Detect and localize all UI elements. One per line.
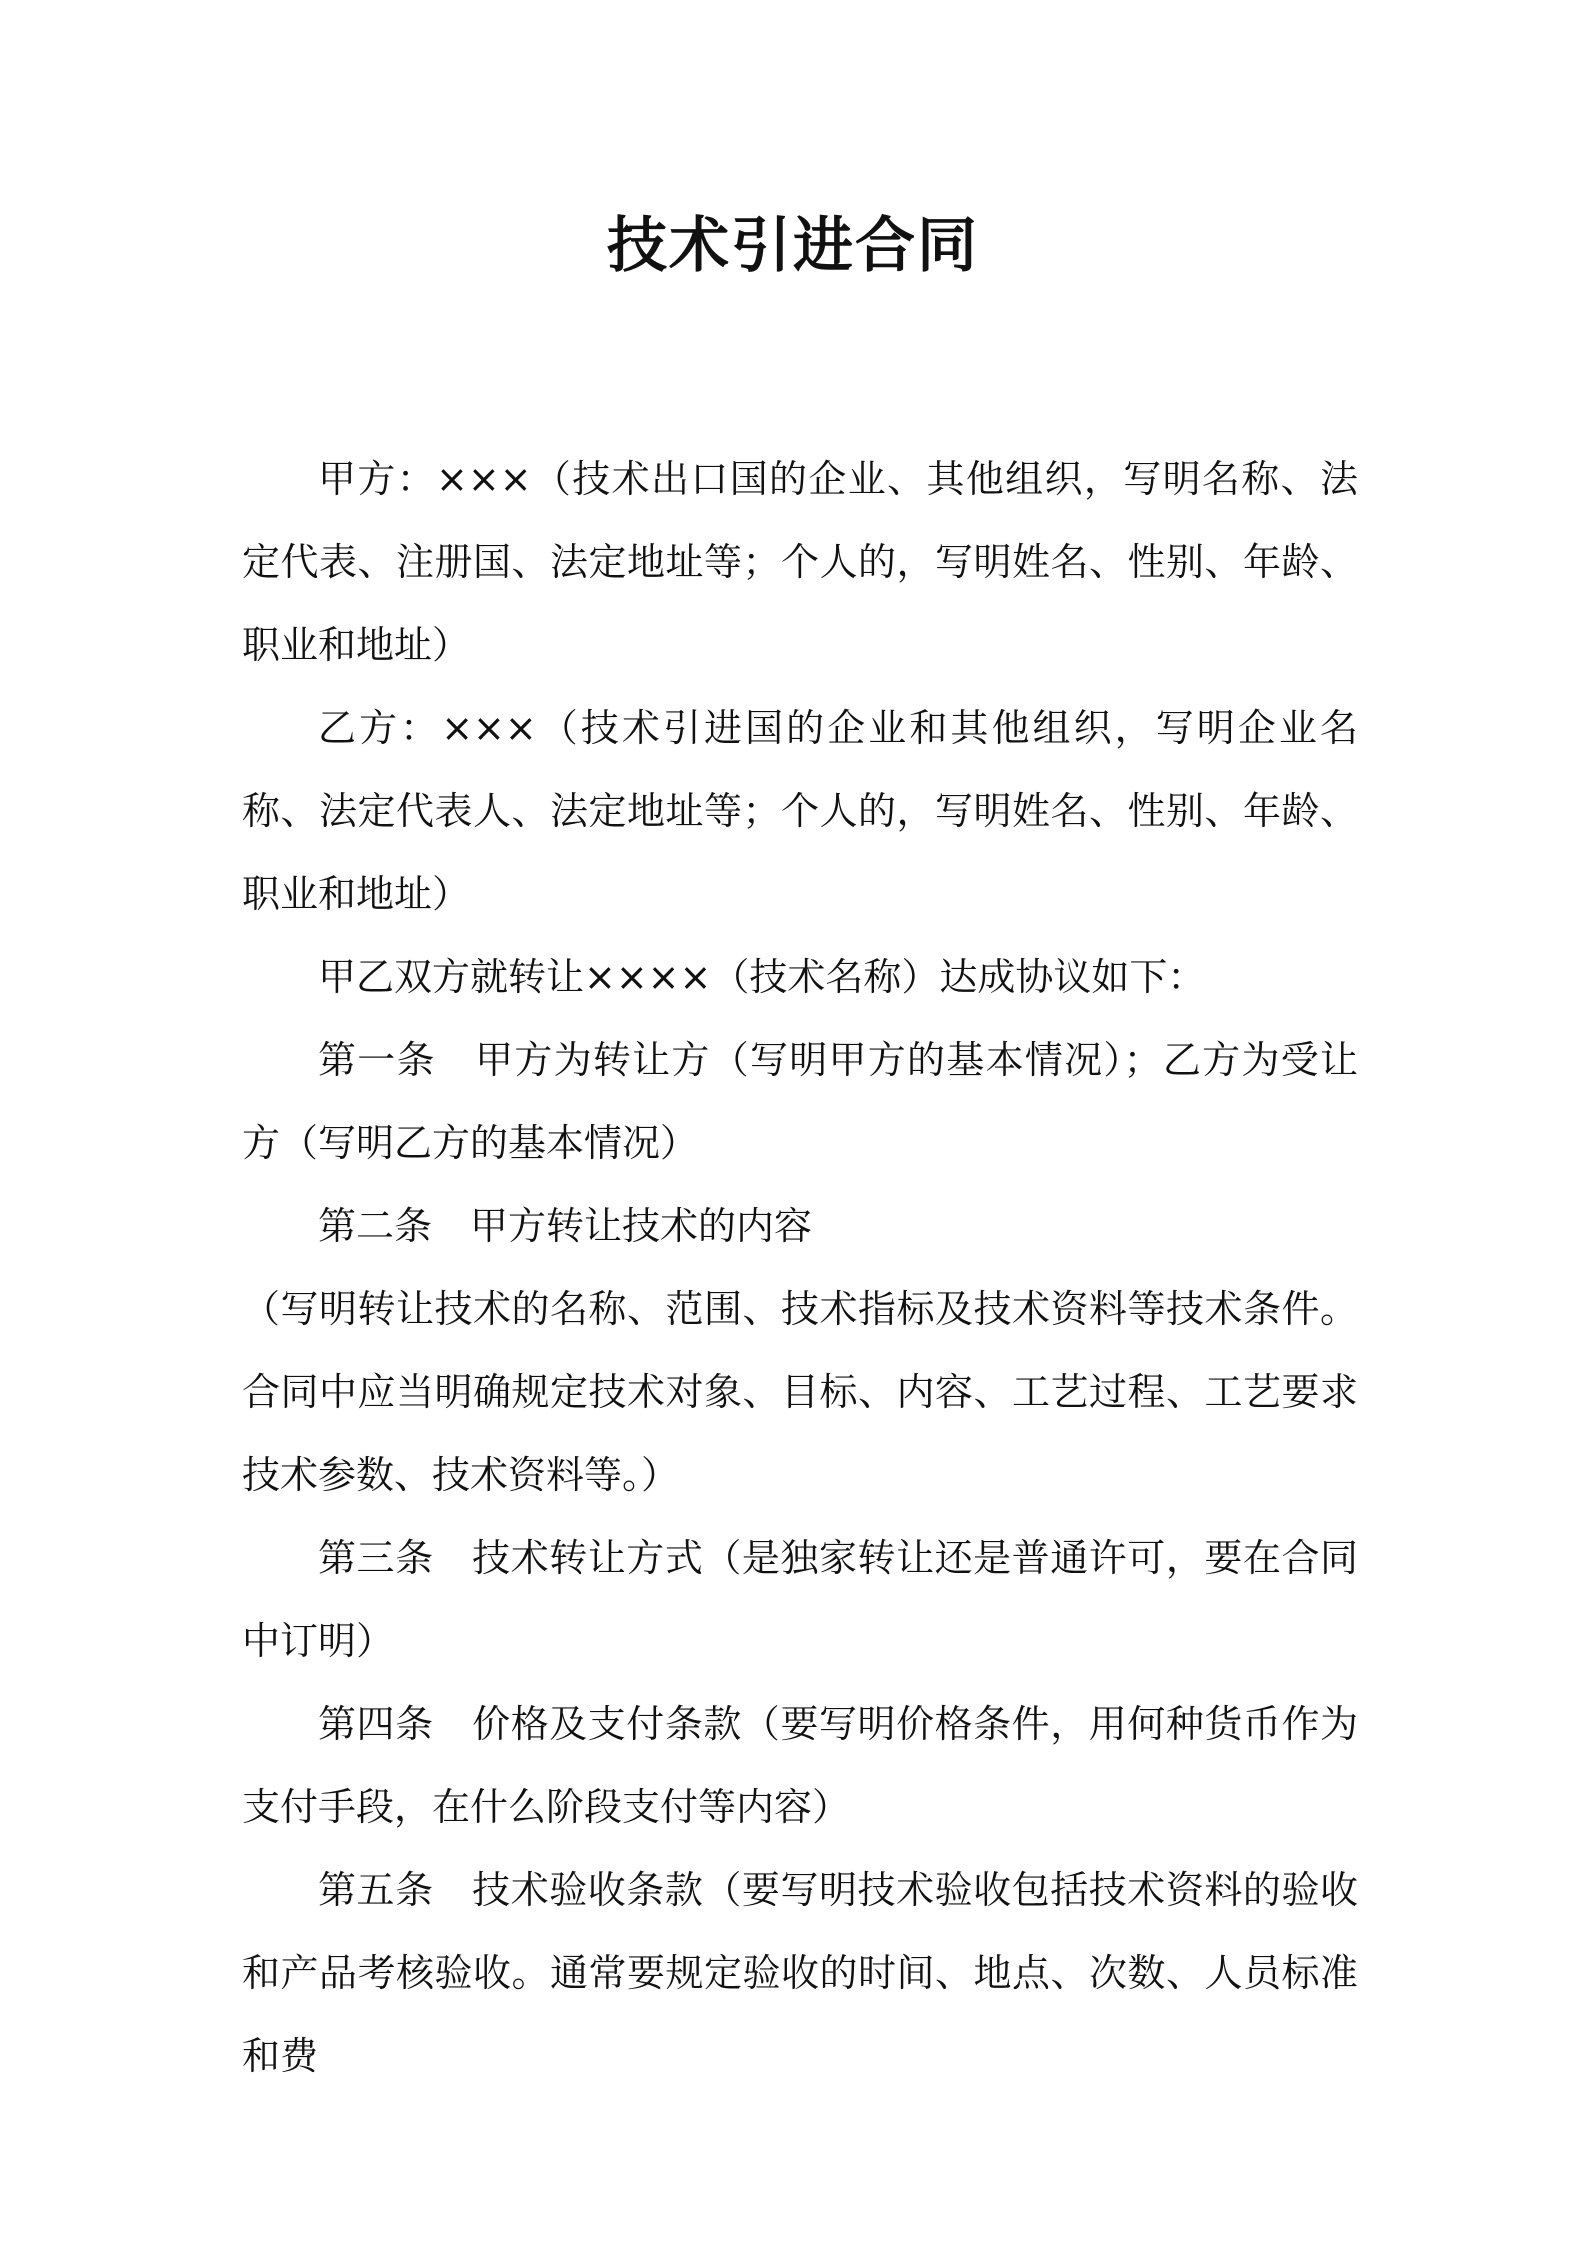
article-text: 甲方转让技术的内容	[470, 1204, 813, 1248]
article-2-paragraph	[242, 1185, 1358, 1268]
article-number: 第四条	[318, 1702, 434, 1746]
article-text: 技术转让方式（是独家转让还是普通许可，要在合同中订明）	[242, 1536, 1358, 1663]
article-4-paragraph	[242, 1683, 1358, 1849]
article-number: 第二条	[318, 1204, 433, 1248]
party-b-paragraph	[242, 687, 1358, 936]
article-1-paragraph	[242, 1019, 1358, 1185]
article-2-detail-paragraph	[242, 1268, 1358, 1517]
article-3-paragraph	[242, 1517, 1358, 1683]
paragraph-text: 甲方：×××（技术出口国的企业、其他组织，写明名称、法定代表、注册国、法定地址等；个人的，写明姓名、性别、年龄、职业和地址）	[242, 457, 1358, 667]
article-text: 价格及支付条款（要写明价格条件，用何种货币作为支付手段，在什么阶段支付等内容）	[242, 1702, 1358, 1829]
paragraph-text: 乙方：×××（技术引进国的企业和其他组织，写明企业名称、法定代表人、法定地址等；个人的，写明姓名、性别、年龄、职业和地址）	[242, 706, 1358, 916]
agreement-intro-paragraph	[242, 936, 1358, 1019]
paragraph-text: 甲乙双方就转让××××（技术名称）达成协议如下：	[318, 955, 1206, 999]
article-text: 甲方为转让方（写明甲方的基本情况）；乙方为受让方（写明乙方的基本情况）	[242, 1038, 1358, 1165]
article-number: 第五条	[318, 1868, 434, 1912]
article-5-paragraph	[242, 1849, 1358, 2098]
document-body	[242, 438, 1358, 2098]
article-number: 第一条	[318, 1038, 436, 1082]
document-title: 技术引进合同	[607, 211, 979, 281]
article-text: 技术验收条款（要写明技术验收包括技术资料的验收和产品考核验收。通常要规定验收的时间、地点、次数、人员标准和费	[242, 1868, 1358, 2078]
paragraph-text: （写明转让技术的名称、范围、技术指标及技术资料等技术条件。合同中应当明确规定技术对象、目标、内容、工艺过程、工艺要求技术参数、技术资料等。）	[242, 1287, 1358, 1497]
article-number: 第三条	[318, 1536, 434, 1580]
party-a-paragraph	[242, 438, 1358, 687]
